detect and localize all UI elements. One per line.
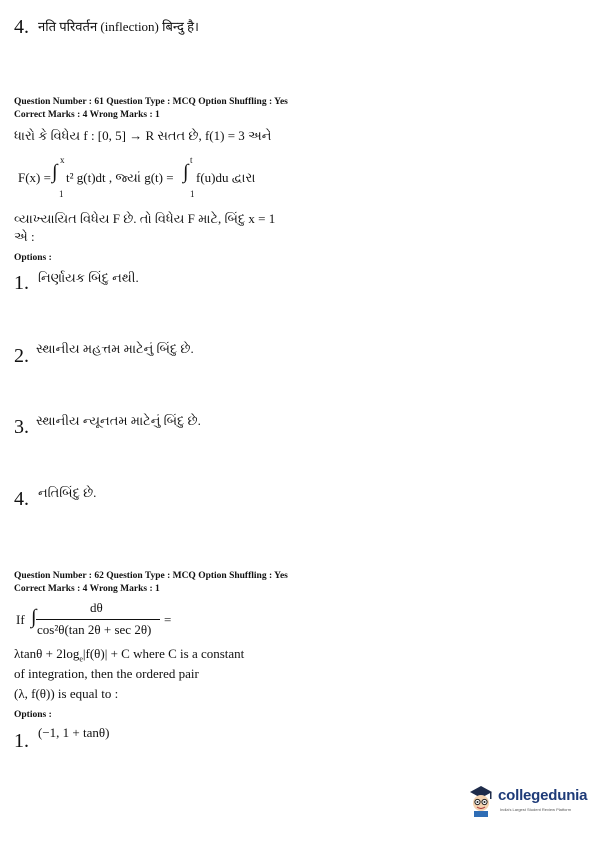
logo-tagline: India's Largest Student Review Platform — [500, 807, 572, 812]
fraction-numerator: dθ — [90, 600, 103, 615]
option-text: નતિબિંદુ છે. — [38, 485, 97, 500]
marks-meta: Correct Marks : 4 Wrong Marks : 1 — [14, 110, 160, 120]
question-meta: Question Number : 61 Question Type : MCQ Option Shuffling : Yes — [14, 97, 288, 107]
option-number: 3. — [14, 416, 29, 438]
question-text: of integration, then the ordered pair — [14, 666, 199, 681]
option-number: 1. — [14, 730, 29, 752]
option-text: (−1, 1 + tanθ) — [38, 725, 110, 740]
question-text: $\lambda\tan\theta + 2\log_e|f(\theta)| + C$ where C is a constant — [14, 646, 245, 664]
option-number: 4. — [14, 488, 29, 510]
equation-lhs: F(x) = — [18, 170, 51, 185]
integral-sign-icon: ∫ — [183, 161, 189, 183]
question-text: એ : — [14, 229, 35, 244]
integral-upper-limit: x — [60, 155, 65, 165]
integral-sign-icon: ∫ — [52, 161, 58, 183]
options-label: Options : — [14, 710, 52, 720]
option-number: 2. — [14, 345, 29, 367]
option-number: 4. — [14, 16, 29, 38]
equation-equals: = — [164, 612, 172, 627]
integral-upper-limit-2: t — [190, 155, 193, 165]
option-text: સ્થાનીય ન્યૂનતમ માટેનું બિંદુ છે. — [36, 413, 201, 428]
mascot-icon — [466, 782, 496, 818]
equation-integrand: t² g(t)dt , જ્યાં g(t) = — [66, 170, 174, 185]
option-text: नति परिवर्तन (inflection) बिन्दु है। — [38, 19, 199, 34]
question-meta: Question Number : 62 Question Type : MCQ Option Shuffling : Yes — [14, 571, 288, 581]
equation-tail: f(u)du દ્વારા — [196, 170, 256, 185]
equation-if: If — [16, 612, 25, 627]
fraction-denominator: cos²θ(tan 2θ + sec 2θ) — [37, 622, 152, 637]
option-text: સ્થાનીય મહત્તમ માટેનું બિંદુ છે. — [36, 341, 194, 356]
question-text: ધારો કે વિધેય f : [0, 5] → R સતત છે, f(1) = 3 અને — [14, 128, 272, 143]
integral-lower-limit-2: 1 — [190, 189, 195, 199]
marks-meta: Correct Marks : 4 Wrong Marks : 1 — [14, 584, 160, 594]
logo-name: collegedunia — [498, 787, 588, 804]
integral-sign-icon: ∫ — [31, 606, 37, 628]
option-number: 1. — [14, 272, 29, 294]
collegedunia-logo — [466, 782, 586, 822]
options-label: Options : — [14, 253, 52, 263]
question-text: વ્યાખ્યાયિત વિધેય F છે. તો વિધેય F માટે, બિંદુ x = 1 — [14, 211, 276, 226]
option-text: નિર્ણાયક બિંદુ નથી. — [38, 270, 139, 285]
question-text: (λ, f(θ)) is equal to : — [14, 686, 119, 701]
integral-lower-limit: 1 — [59, 189, 64, 199]
fraction-bar — [36, 619, 160, 620]
